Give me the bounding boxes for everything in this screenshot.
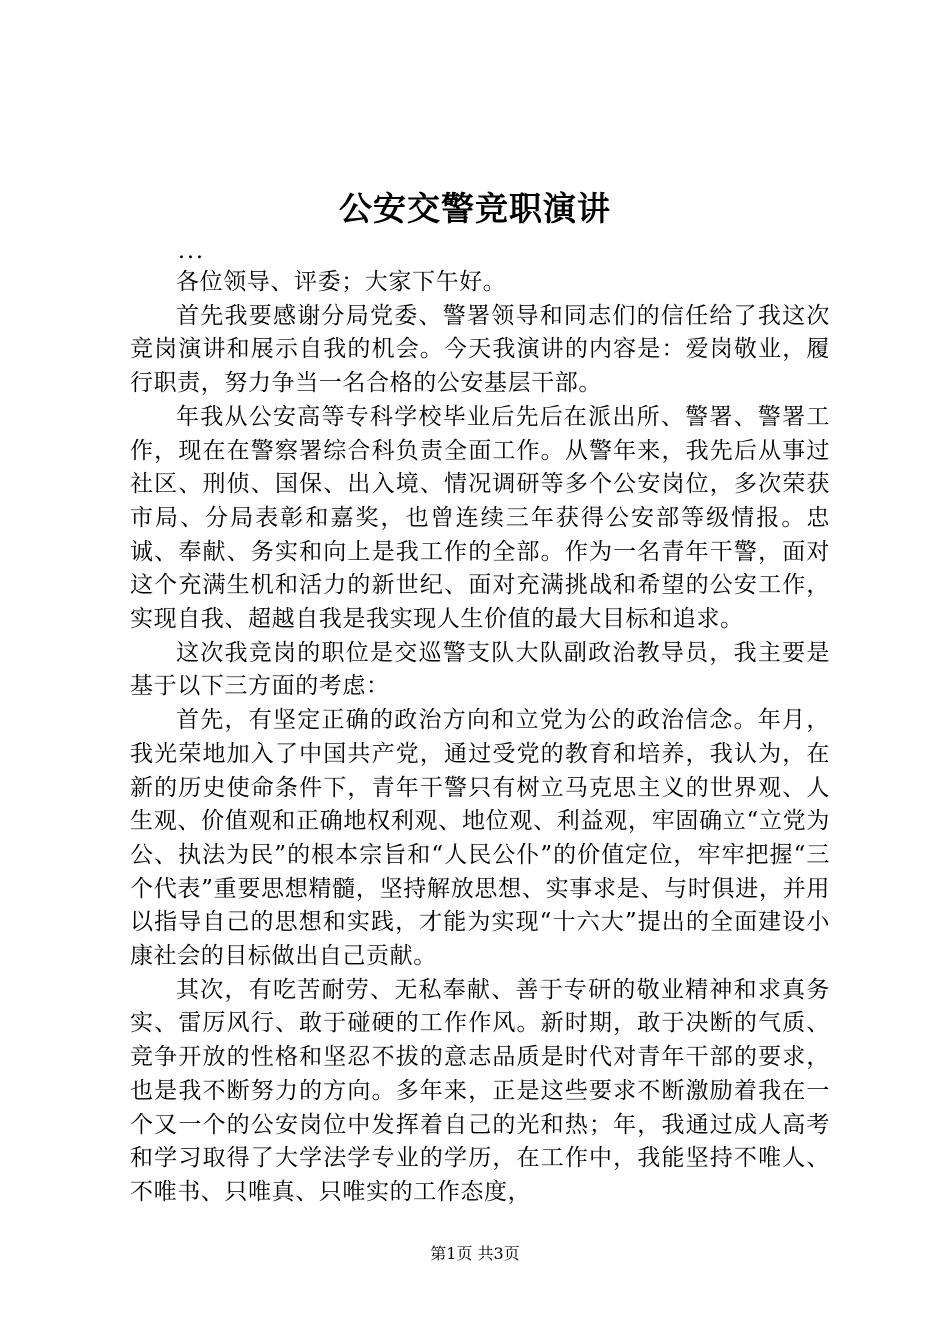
ellipsis-mark: ...: [178, 239, 205, 264]
document-body: [130, 266, 830, 1210]
paragraph-experience: 年我从公安高等专科学校毕业后先后在派出所、警署、警署工作，现在在警察署综合科负责全面工作。从警年来，我先后从事过社区、刑侦、国保、出入境、情况调研等多个公安岗位，多次荣获市局、分局表彰和嘉奖，也曾连续三年获得公安部等级情报。忠诚、奉献、务实和向上是我工作的全部。作为一名青年干警，面对这个充满生机和活力的新世纪、面对充满挑战和希望的公安工作，实现自我、超越自我是我实现人生价值的最大目标和追求。: [130, 403, 830, 633]
paragraph-position: 这次我竞岗的职位是交巡警支队大队副政治教导员，我主要是基于以下三方面的考虑：: [130, 639, 830, 700]
paragraph-greeting: 各位领导、评委；大家下午好。: [176, 269, 507, 295]
paragraph-thanks: 首先我要感谢分局党委、警署领导和同志们的信任给了我这次竞岗演讲和展示自我的机会。今天我演讲的内容是：爱岗敬业，履行职责，努力争当一名合格的公安基层干部。: [130, 302, 830, 397]
paragraph-first-reason: 首先，有坚定正确的政治方向和立党为公的政治信念。年月，我光荣地加入了中国共产党，通过受党的教育和培养，我认为，在新的历史使命条件下，青年干警只有树立马克思主义的世界观、人生观、价值观和正确地权利观、地位观、利益观，牢固确立“立党为公、执法为民”的根本宗旨和“人民公仆”的价值定位，牢牢把握“三个代表”重要思想精髓，坚持解放思想、实事求是、与时俱进，并用以指导自己的思想和实践，才能为实现“十六大”提出的全面建设小康社会的目标做出自己贡献。: [130, 707, 830, 970]
page-footer: 第1页 共3页: [430, 1244, 520, 1263]
paragraph-second-reason: 其次，有吃苦耐劳、无私奉献、善于专研的敬业精神和求真务实、雷厉风行、敢于碰硬的工作作风。新时期，敢于决断的气质、竞争开放的性格和坚忍不拔的意志品质是时代对青年干部的要求，也是我不断努力的方向。多年来，正是这些要求不断激励着我在一个又一个的公安岗位中发挥着自己的光和热；年，我通过成人高考和学习取得了大学法学专业的学历，在工作中，我能坚持不唯人、不唯书、只唯真、只唯实的工作态度，: [130, 976, 830, 1205]
document-title: 公安交警竞职演讲: [339, 189, 611, 228]
